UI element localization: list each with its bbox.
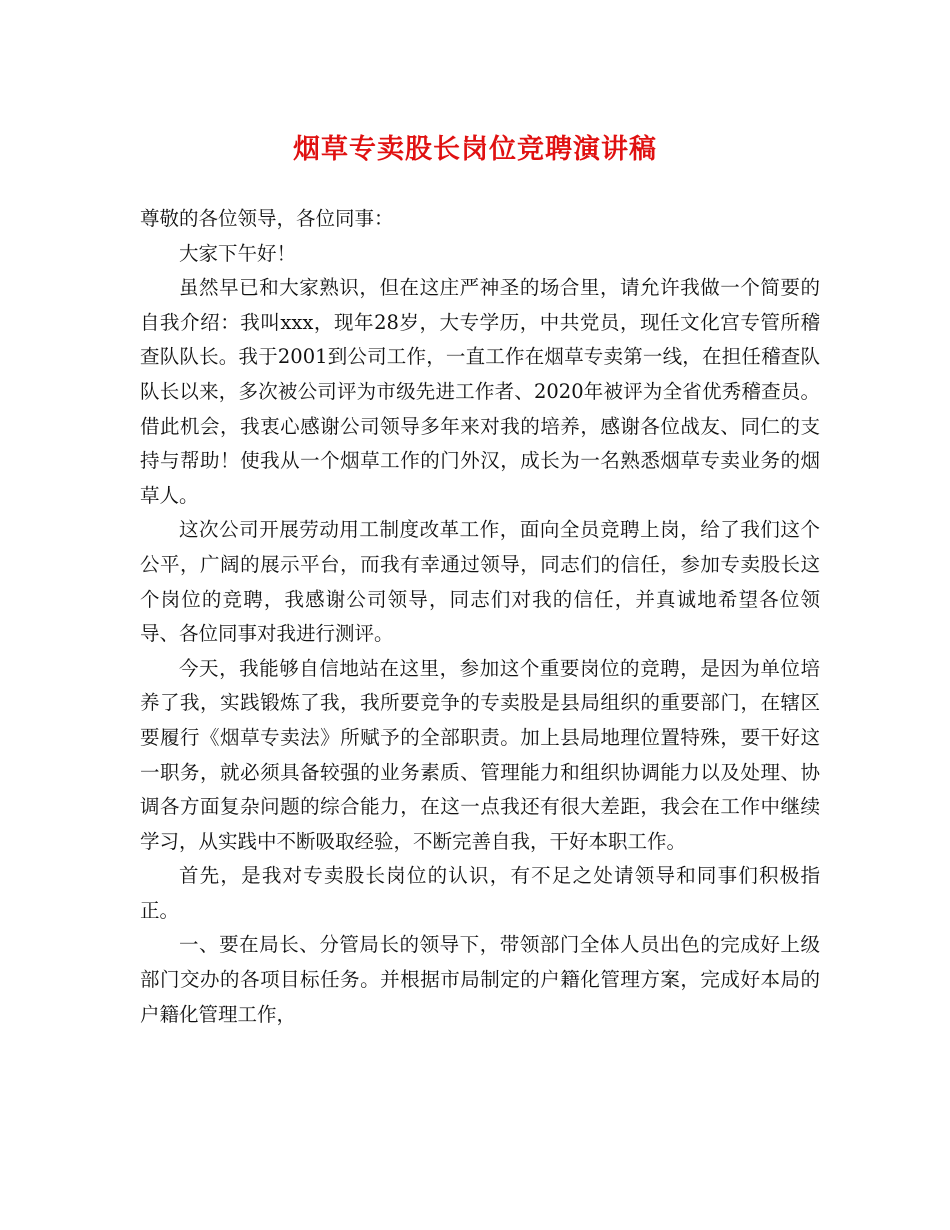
paragraph-introduction: 虽然早已和大家熟识，但在这庄严神圣的场合里，请允许我做一个简要的自我介绍：我叫xxx，现年28岁，大专学历，中共党员，现任文化宫专管所稽查队队长。我于2001到公司工作，一直工作在烟草专卖第一线，在担任稽查队队长以来，多次被公司评为市级先进工作者、2020年被评为全省优秀稽查员。借此机会，我衷心感谢公司领导多年来对我的培养，感谢各位战友、同仁的支持与帮助！使我从一个烟草工作的门外汉，成长为一名熟悉烟草专卖业务的烟草人。 <box>140 276 820 507</box>
document-body <box>140 202 820 1032</box>
salutation: 尊敬的各位领导，各位同事： <box>140 207 394 230</box>
paragraph-duty-one: 一、要在局长、分管局长的领导下，带领部门全体人员出色的完成好上级部门交办的各项目标任务。并根据市局制定的户籍化管理方案，完成好本局的户籍化管理工作， <box>140 933 820 1026</box>
paragraph-understanding: 首先，是我对专卖股长岗位的认识，有不足之处请领导和同事们积极指正。 <box>140 864 820 922</box>
paragraph-greeting: 大家下午好！ <box>179 241 297 265</box>
document-title: 烟草专卖股长岗位竞聘演讲稿 <box>293 134 657 165</box>
paragraph-opportunity: 这次公司开展劳动用工制度改革工作，面向全员竞聘上岗，给了我们这个公平，广阔的展示平台，而我有幸通过领导，同志们的信任，参加专卖股长这个岗位的竞聘，我感谢公司领导，同志们对我的信任，并真诚地希望各位领导、各位同事对我进行测评。 <box>140 518 820 646</box>
paragraph-qualification: 今天，我能够自信地站在这里，参加这个重要岗位的竞聘，是因为单位培养了我，实践锻炼了我，我所要竞争的专卖股是县局组织的重要部门，在辖区要履行《烟草专卖法》所赋予的全部职责。加上县局地理位置特殊，要干好这一职务，就必须具备较强的业务素质、管理能力和组织协调能力以及处理、协调各方面复杂问题的综合能力，在这一点我还有很大差距，我会在工作中继续学习，从实践中不断吸取经验，不断完善自我，干好本职工作。 <box>140 656 820 853</box>
